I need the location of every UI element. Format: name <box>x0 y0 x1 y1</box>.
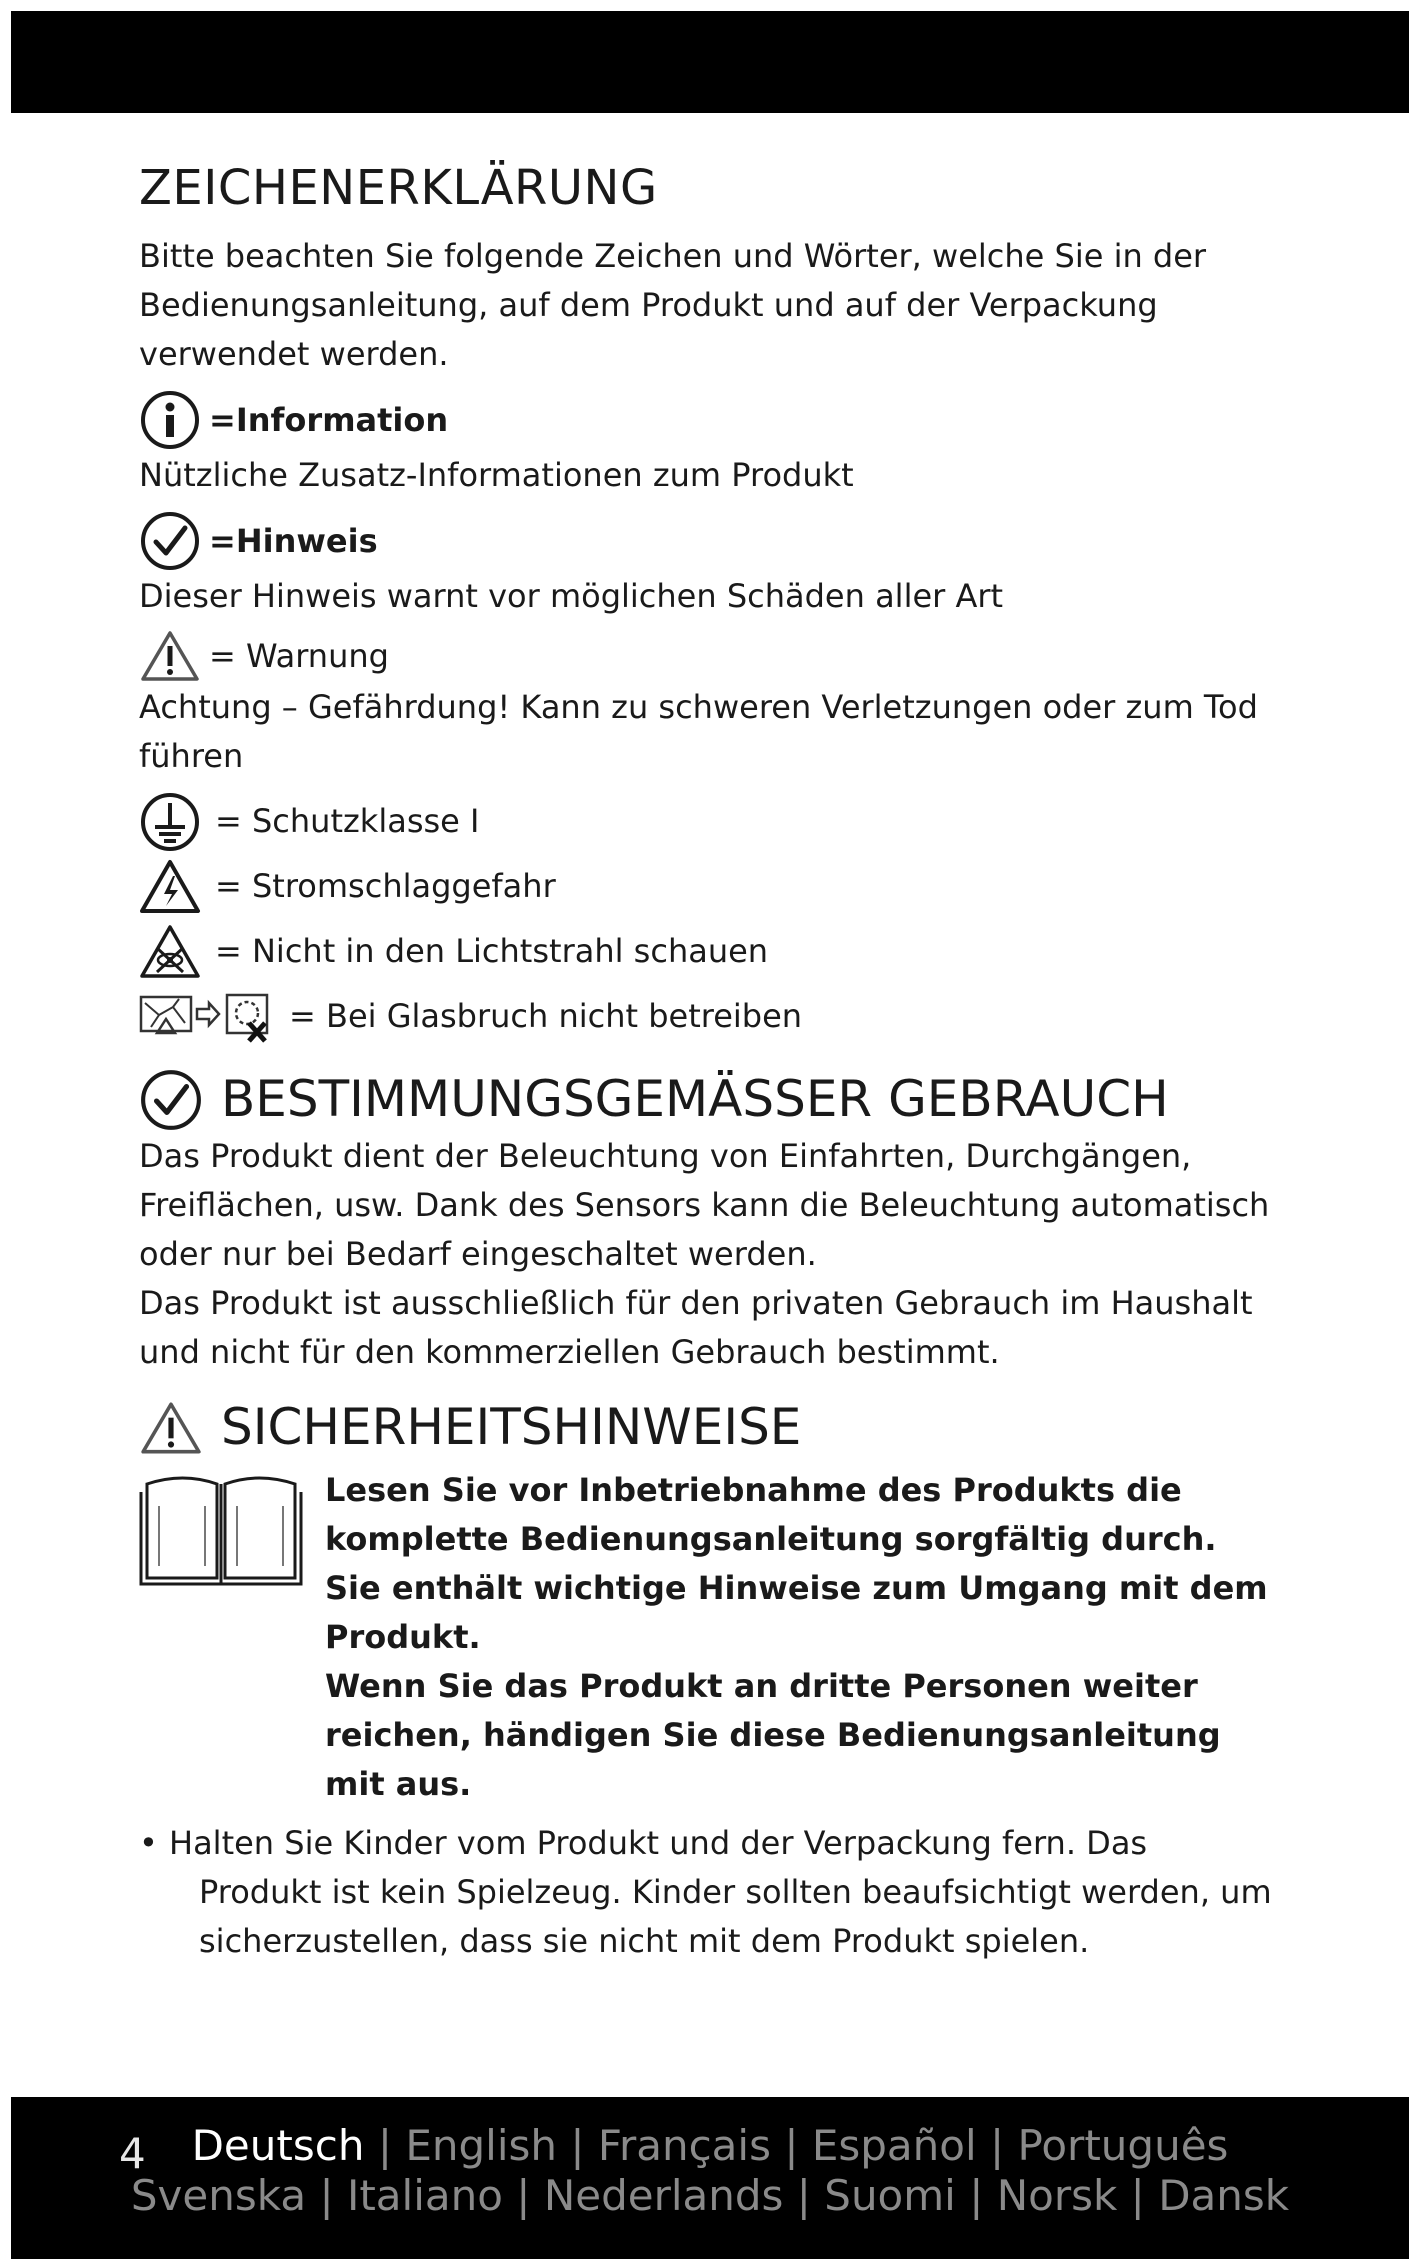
usage-section-header <box>139 1067 1279 1132</box>
information-description: Nützliche Zusatz-Informationen zum Produkt <box>139 456 854 494</box>
safety-section-header <box>139 1395 1279 1460</box>
language-separator: | <box>784 2121 812 2170</box>
language-link-suomi[interactable]: Suomi <box>824 2171 956 2220</box>
bullet-marker: • <box>139 1824 158 1862</box>
stromschlag-label: = Stromschlaggefahr <box>215 867 556 905</box>
info-circle-icon <box>139 389 201 451</box>
usage-paragraph-1: Das Produkt dient der Beleuchtung von Einfahrten, Durchgängen, Freiflächen, usw. Dank des Sensors kann die Beleuchtung automatisch oder nur bei Bedarf eingeschaltet werden. <box>139 1137 1270 1273</box>
read-manual-text <box>325 1466 1279 1809</box>
information-symbol-row <box>139 389 1279 451</box>
language-separator: | <box>990 2121 1018 2170</box>
read-manual-line-1: Lesen Sie vor Inbetriebnahme des Produkts die komplette Bedienungsanleitung sorgfältig durch. Sie enthält wichtige Hinweise zum Umgang mit dem Produkt. <box>325 1471 1268 1656</box>
lichtstrahl-symbol-row <box>139 919 1279 984</box>
language-separator: | <box>969 2171 997 2220</box>
page-number: 4 <box>119 2129 146 2178</box>
language-link-svenska[interactable]: Svenska <box>130 2171 307 2220</box>
language-link-nederlands[interactable]: Nederlands <box>543 2171 784 2220</box>
schutzklasse-symbol-row <box>139 789 1279 854</box>
language-separator: | <box>516 2171 544 2220</box>
lichtstrahl-label: = Nicht in den Lichtstrahl schauen <box>215 932 769 970</box>
hinweis-label: =Hinweis <box>209 521 378 560</box>
language-separator: | <box>319 2171 347 2220</box>
safety-title: SICHERHEITSHINWEISE <box>221 1398 802 1456</box>
usage-title: BESTIMMUNGSGEMÄSSER GEBRAUCH <box>221 1070 1169 1128</box>
language-link-dansk[interactable]: Dansk <box>1158 2171 1290 2220</box>
language-row-2 <box>11 2171 1409 2220</box>
language-separator: | <box>796 2171 825 2220</box>
header-bar <box>11 11 1409 113</box>
warning-triangle-icon <box>139 629 201 683</box>
language-link-francais[interactable]: Français <box>597 2121 771 2170</box>
language-link-portugues[interactable]: Português <box>1017 2121 1229 2170</box>
electric-shock-icon <box>139 859 201 915</box>
warnung-symbol-row <box>139 629 1279 683</box>
check-circle-icon <box>139 1068 203 1132</box>
language-separator: | <box>1130 2171 1159 2220</box>
language-separator: | <box>377 2121 406 2170</box>
usage-paragraph-2: Das Produkt ist ausschließlich für den privaten Gebrauch im Haushalt und nicht für den kommerziellen Gebrauch bestimmt. <box>139 1284 1253 1371</box>
safety-bullet-children <box>139 1819 1279 1966</box>
open-book-icon <box>139 1466 303 1809</box>
language-link-italiano[interactable]: Italiano <box>346 2171 503 2220</box>
legend-title: ZEICHENERKLÄRUNG <box>139 160 658 216</box>
do-not-look-into-light-icon <box>139 924 201 980</box>
glasbruch-symbol-row <box>139 984 1279 1049</box>
check-circle-icon <box>139 510 201 572</box>
glasbruch-label: = Bei Glasbruch nicht betreiben <box>289 997 803 1035</box>
warning-triangle-icon <box>139 1399 203 1457</box>
glass-breakage-icon <box>139 989 275 1045</box>
language-separator: | <box>570 2121 598 2170</box>
schutzklasse-label: = Schutzklasse I <box>215 802 480 840</box>
warnung-description: Achtung – Gefährdung! Kann zu schweren Verletzungen oder zum Tod führen <box>139 688 1258 775</box>
language-row-1 <box>11 2121 1409 2170</box>
hinweis-description: Dieser Hinweis warnt vor möglichen Schäden aller Art <box>139 577 1004 615</box>
legend-intro: Bitte beachten Sie folgende Zeichen und Wörter, welche Sie in der Bedienungsanleitung, auf dem Produkt und auf der Verpackung verwendet werden. <box>139 237 1207 373</box>
read-manual-notice <box>139 1466 1279 1809</box>
language-link-norsk[interactable]: Norsk <box>996 2171 1118 2220</box>
read-manual-line-2: Wenn Sie das Produkt an dritte Personen weiter reichen, händigen Sie diese Bedienungsanleitung mit aus. <box>325 1667 1221 1803</box>
language-link-espanol[interactable]: Español <box>811 2121 977 2170</box>
page-content <box>139 160 1279 1966</box>
bullet-text-line-2: Produkt ist kein Spielzeug. Kinder sollten beaufsichtigt werden, um sicherzustellen, dass sie nicht mit dem Produkt spielen. <box>199 1873 1272 1960</box>
language-link-english[interactable]: English <box>405 2121 557 2170</box>
footer-bar <box>11 2097 1409 2259</box>
bullet-text-line-1: Halten Sie Kinder vom Produkt und der Verpackung fern. Das <box>169 1824 1148 1862</box>
information-label: =Information <box>209 400 449 439</box>
stromschlag-symbol-row <box>139 854 1279 919</box>
warnung-label: = Warnung <box>209 636 389 675</box>
hinweis-symbol-row <box>139 510 1279 572</box>
protective-earth-icon <box>139 791 201 853</box>
language-link-deutsch[interactable]: Deutsch <box>191 2121 365 2170</box>
